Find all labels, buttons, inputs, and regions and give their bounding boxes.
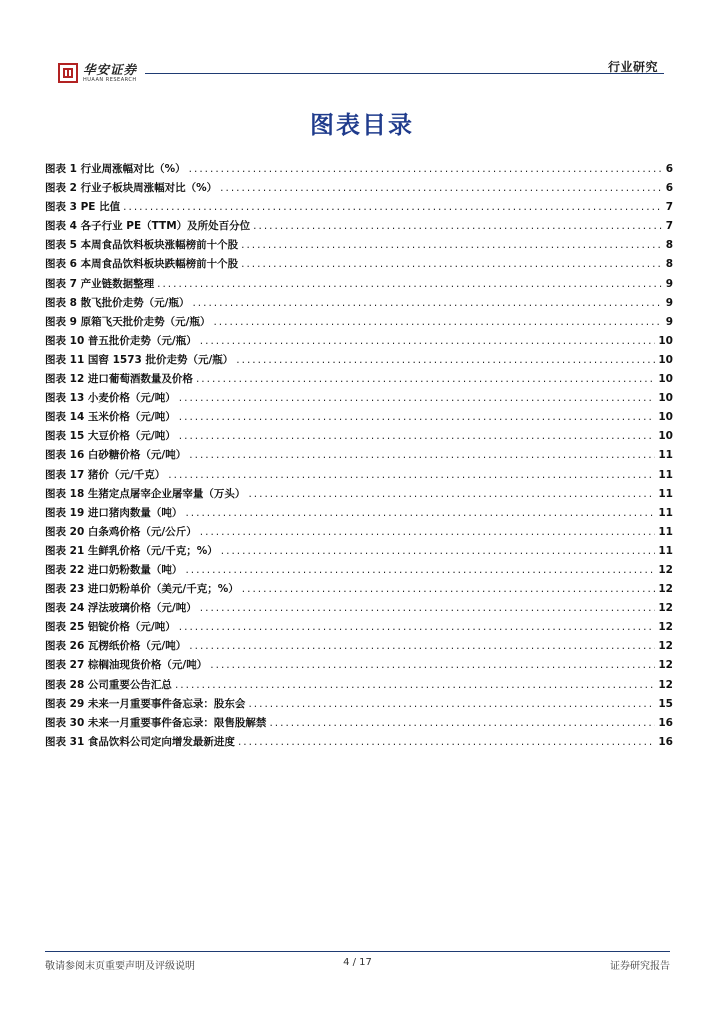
- toc-entry[interactable]: [45, 313, 673, 332]
- toc-entry[interactable]: [45, 389, 673, 408]
- toc-entry-label: 图表 14 玉米价格（元/吨）: [45, 411, 176, 424]
- toc-entry-label: 图表 1 行业周涨幅对比（%）: [45, 163, 186, 175]
- toc-entry-label: 图表 25 铝锭价格（元/吨）: [45, 621, 176, 634]
- toc-entry-label: 图表 29 未来一月重要事件备忘录：股东会: [45, 697, 246, 710]
- toc-entry-page: 10: [658, 334, 673, 347]
- toc-entry-label: 图表 17 猪价（元/千克）: [45, 468, 166, 481]
- toc-entry[interactable]: [45, 294, 673, 313]
- toc-entry[interactable]: [45, 466, 673, 485]
- toc-entry[interactable]: [45, 370, 673, 389]
- toc-entry-label: 图表 31 食品饮料公司定向增发最新进度: [45, 735, 235, 748]
- toc-entry-label: 图表 24 浮法玻璃价格（元/吨）: [45, 602, 197, 615]
- toc-dot-leader: [242, 580, 656, 599]
- toc-entry[interactable]: [45, 599, 673, 618]
- toc-entry-page: 16: [658, 716, 673, 729]
- toc-entry[interactable]: [45, 733, 673, 752]
- toc-entry[interactable]: [45, 637, 673, 656]
- toc-entry-page: 6: [665, 182, 673, 195]
- toc-dot-leader: [185, 504, 655, 523]
- toc-entry[interactable]: [45, 332, 673, 351]
- logo-mark-icon: [58, 63, 78, 83]
- toc-dot-leader: [248, 485, 655, 504]
- toc-dot-leader: [196, 370, 655, 389]
- toc-entry-page: 12: [658, 583, 673, 596]
- toc-entry-page: 16: [658, 735, 673, 748]
- toc-dot-leader: [179, 408, 656, 427]
- page-footer: [45, 957, 670, 973]
- toc-dot-leader: [253, 217, 663, 236]
- toc-entry[interactable]: [45, 580, 673, 599]
- toc-entry-page: 10: [658, 392, 673, 405]
- toc-dot-leader: [189, 160, 663, 179]
- logo-english-name: HUAAN RESEARCH: [83, 77, 137, 83]
- toc-entry[interactable]: [45, 217, 673, 236]
- toc-entry[interactable]: [45, 179, 673, 198]
- toc-dot-leader: [179, 618, 656, 637]
- toc-entry-label: 图表 22 进口奶粉数量（吨）: [45, 563, 183, 576]
- toc-entry-page: 10: [658, 411, 673, 424]
- footer-disclaimer: 敬请参阅末页重要声明及评级说明: [45, 961, 195, 972]
- toc-entry[interactable]: [45, 714, 673, 733]
- toc-entry-label: 图表 5 本周食品饮料板块涨幅榜前十个股: [45, 239, 239, 252]
- page-title: 图表目录: [310, 111, 414, 139]
- toc-entry-page: 11: [658, 525, 673, 538]
- toc-entry-page: 12: [658, 640, 673, 653]
- toc-entry[interactable]: [45, 618, 673, 637]
- toc-dot-leader: [192, 294, 662, 313]
- toc-entry-label: 图表 10 普五批价走势（元/瓶）: [45, 334, 197, 347]
- toc-entry-page: 12: [658, 602, 673, 615]
- toc-entry-label: 图表 9 原箱飞天批价走势（元/瓶）: [45, 315, 211, 328]
- logo-chinese-name: 华安证券: [83, 62, 138, 77]
- toc-dot-leader: [248, 695, 655, 714]
- toc-entry-label: 图表 16 白砂糖价格（元/吨）: [45, 449, 187, 462]
- toc-dot-leader: [269, 714, 655, 733]
- header-section-label: 行业研究: [607, 60, 658, 74]
- toc-entry[interactable]: [45, 408, 673, 427]
- toc-entry-page: 6: [665, 163, 673, 175]
- page-number: 4 / 17: [343, 957, 372, 968]
- toc-entry-label: 图表 23 进口奶粉单价（美元/千克；%）: [45, 583, 239, 596]
- toc-entry-label: 图表 2 行业子板块周涨幅对比（%）: [45, 182, 218, 195]
- toc-entry-label: 图表 4 各子行业 PE（TTM）及所处百分位: [45, 220, 251, 233]
- toc-entry-label: 图表 27 棕榈油现货价格（元/吨）: [45, 659, 208, 672]
- toc-entry[interactable]: [45, 427, 673, 446]
- toc-dot-leader: [220, 179, 663, 198]
- toc-entry-page: 7: [665, 201, 673, 214]
- toc-entry-label: 图表 13 小麦价格（元/吨）: [45, 392, 176, 405]
- toc-entry[interactable]: [45, 542, 673, 561]
- toc-entry-label: 图表 30 未来一月重要事件备忘录：限售股解禁: [45, 716, 267, 729]
- toc-entry-page: 8: [665, 239, 673, 252]
- toc-entry-page: 12: [658, 678, 673, 691]
- toc-entry[interactable]: [45, 676, 673, 695]
- toc-entry[interactable]: [45, 198, 673, 217]
- toc-entry[interactable]: [45, 351, 673, 370]
- toc-entry-page: 7: [665, 220, 673, 233]
- toc-dot-leader: [210, 656, 655, 675]
- toc-dot-leader: [175, 676, 655, 695]
- toc-entry[interactable]: [45, 504, 673, 523]
- toc-dot-leader: [179, 389, 656, 408]
- toc-entry-label: 图表 21 生鲜乳价格（元/千克；%）: [45, 544, 218, 557]
- toc-dot-leader: [123, 198, 663, 217]
- toc-entry-label: 图表 26 瓦楞纸价格（元/吨）: [45, 640, 187, 653]
- toc-entry-page: 12: [658, 563, 673, 576]
- table-of-figures: [45, 160, 673, 752]
- toc-dot-leader: [200, 332, 656, 351]
- toc-entry-page: 11: [658, 544, 673, 557]
- toc-dot-leader: [189, 637, 655, 656]
- toc-entry-label: 图表 3 PE 比值: [45, 201, 121, 214]
- toc-dot-leader: [185, 561, 655, 580]
- toc-dot-leader: [238, 733, 655, 752]
- toc-entry-page: 11: [658, 449, 673, 462]
- toc-dot-leader: [179, 427, 656, 446]
- toc-entry-page: 12: [658, 621, 673, 634]
- toc-dot-leader: [221, 542, 656, 561]
- toc-entry-page: 11: [658, 487, 673, 500]
- toc-entry-page: 11: [658, 468, 673, 481]
- toc-dot-leader: [241, 236, 663, 255]
- toc-dot-leader: [157, 275, 663, 294]
- toc-dot-leader: [168, 466, 655, 485]
- toc-entry-label: 图表 8 散飞批价走势（元/瓶）: [45, 296, 190, 309]
- company-logo: [58, 63, 137, 84]
- toc-dot-leader: [213, 313, 662, 332]
- footer-divider: [45, 951, 670, 952]
- toc-entry[interactable]: [45, 236, 673, 255]
- toc-dot-leader: [200, 523, 656, 542]
- toc-entry-page: 12: [658, 659, 673, 672]
- toc-entry-label: 图表 28 公司重要公告汇总: [45, 678, 172, 691]
- header-divider: [145, 73, 664, 74]
- toc-dot-leader: [189, 446, 655, 465]
- toc-entry[interactable]: [45, 695, 673, 714]
- toc-entry[interactable]: [45, 485, 673, 504]
- toc-entry[interactable]: [45, 160, 673, 179]
- toc-entry-label: 图表 11 国窖 1573 批价走势（元/瓶）: [45, 353, 234, 366]
- toc-dot-leader: [241, 255, 663, 274]
- toc-entry-page: 10: [658, 353, 673, 366]
- toc-entry-label: 图表 19 进口猪肉数量（吨）: [45, 506, 183, 519]
- toc-entry-label: 图表 12 进口葡萄酒数量及价格: [45, 373, 193, 386]
- toc-entry-page: 9: [665, 277, 673, 290]
- page-header: [0, 0, 724, 100]
- toc-entry-page: 8: [665, 258, 673, 271]
- toc-entry-label: 图表 7 产业链数据整理: [45, 277, 155, 290]
- toc-entry[interactable]: [45, 523, 673, 542]
- toc-entry-page: 9: [665, 315, 673, 328]
- toc-entry-label: 图表 6 本周食品饮料板块跌幅榜前十个股: [45, 258, 239, 271]
- toc-entry-page: 10: [658, 373, 673, 386]
- toc-entry-page: 9: [665, 296, 673, 309]
- toc-entry[interactable]: [45, 275, 673, 294]
- toc-entry-page: 11: [658, 506, 673, 519]
- toc-entry-label: 图表 18 生猪定点屠宰企业屠宰量（万头）: [45, 487, 246, 500]
- toc-entry-page: 15: [658, 697, 673, 710]
- toc-entry-page: 10: [658, 430, 673, 443]
- toc-dot-leader: [236, 351, 655, 370]
- toc-entry[interactable]: [45, 656, 673, 675]
- toc-entry-label: 图表 20 白条鸡价格（元/公斤）: [45, 525, 197, 538]
- toc-entry[interactable]: [45, 255, 673, 274]
- toc-entry[interactable]: [45, 561, 673, 580]
- toc-entry[interactable]: [45, 446, 673, 465]
- toc-dot-leader: [200, 599, 656, 618]
- footer-report-type: 证券研究报告: [610, 961, 670, 972]
- toc-entry-label: 图表 15 大豆价格（元/吨）: [45, 430, 176, 443]
